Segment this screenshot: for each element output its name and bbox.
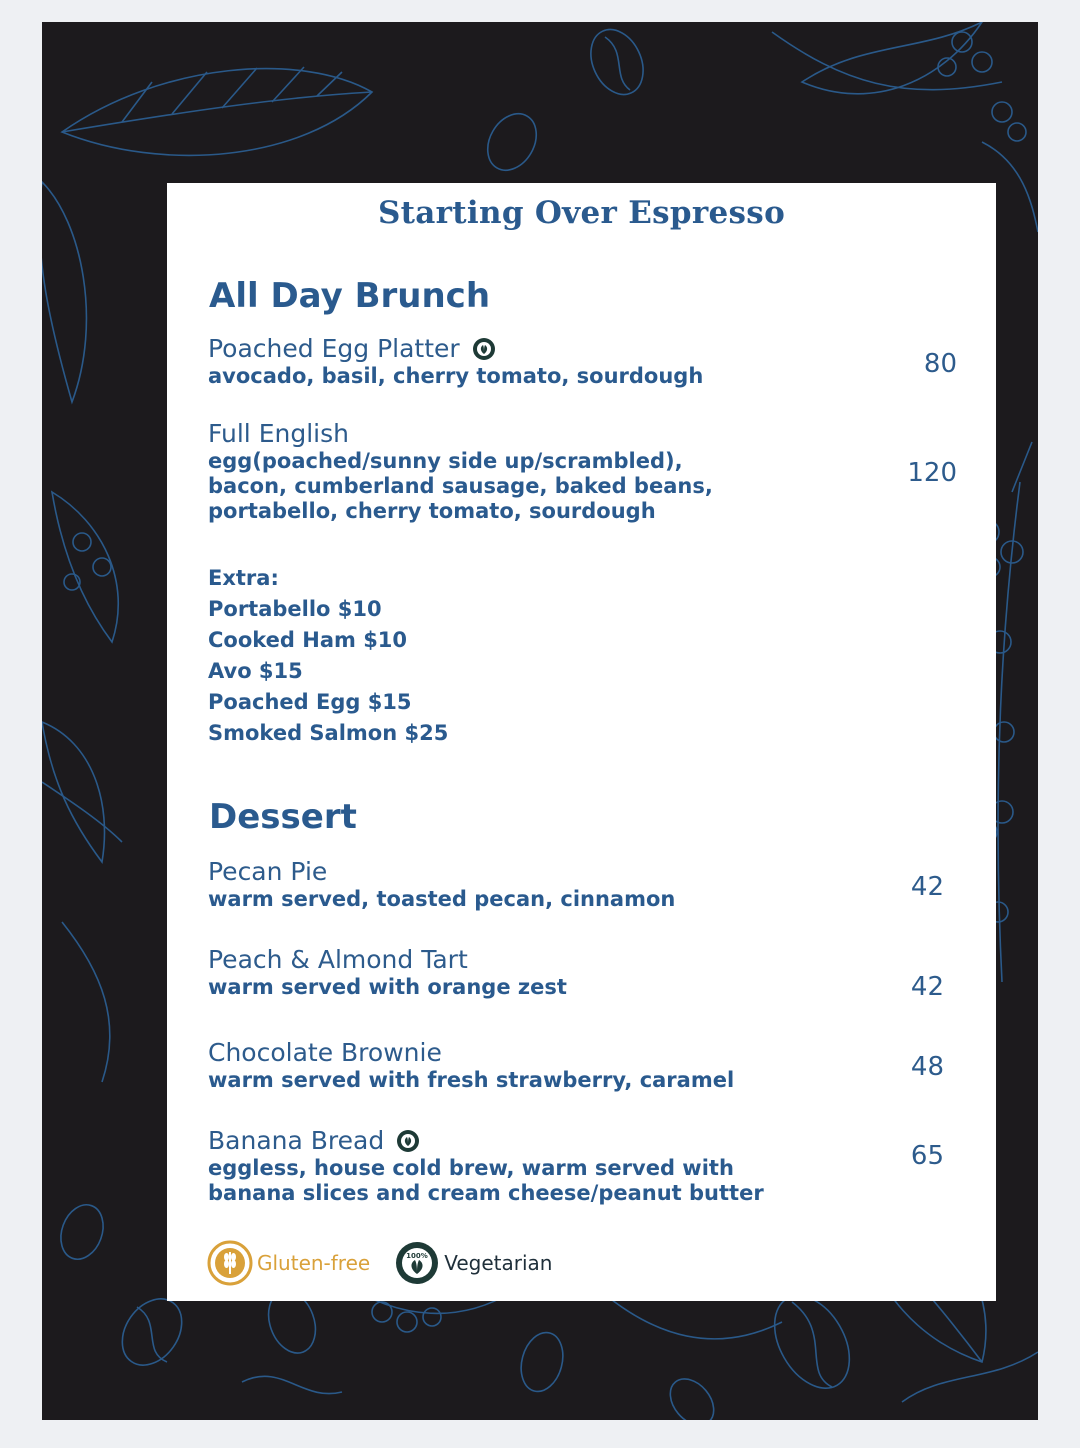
vegetarian-icon (396, 1129, 420, 1153)
menu-item (208, 419, 713, 524)
menu-item (208, 1126, 764, 1206)
item-name: Peach & Almond Tart (208, 945, 468, 974)
menu-card (167, 183, 996, 1301)
extra-item: Avo $15 (208, 659, 303, 683)
item-description: banana slices and cream cheese/peanut butter (208, 1181, 764, 1205)
item-price: 42 (910, 972, 944, 1002)
item-description: bacon, cumberland sausage, baked beans, (208, 474, 713, 498)
extra-item: Smoked Salmon $25 (208, 721, 449, 745)
vegetarian-icon (472, 337, 496, 361)
item-price: 48 (910, 1052, 944, 1082)
item-description: avocado, basil, cherry tomato, sourdough (208, 364, 704, 388)
extras-title: Extra: (208, 566, 279, 590)
item-name: Pecan Pie (208, 857, 328, 886)
vegetarian-badge-icon (394, 1240, 440, 1286)
item-description: warm served with fresh strawberry, caramel (208, 1068, 735, 1092)
item-price: 65 (910, 1141, 944, 1171)
extra-item: Poached Egg $15 (208, 690, 412, 714)
item-name: Banana Bread (208, 1126, 385, 1155)
menu-item (208, 857, 675, 912)
item-description: warm served with orange zest (208, 975, 567, 999)
item-name: Chocolate Brownie (208, 1038, 442, 1067)
menu-item (208, 334, 703, 389)
dietary-legend (207, 1240, 576, 1286)
item-price: 120 (907, 458, 957, 488)
item-price: 80 (923, 349, 957, 379)
extra-item: Portabello $10 (208, 597, 382, 621)
legend-label: Vegetarian (444, 1251, 553, 1275)
item-price: 42 (910, 872, 944, 902)
menu-item (208, 945, 567, 1000)
item-name: Poached Egg Platter (208, 334, 460, 363)
menu-poster (42, 22, 1038, 1420)
veg-badge-text: 100% (406, 1252, 429, 1260)
item-description: eggless, house cold brew, warm served with (208, 1156, 734, 1180)
gluten-free-icon (207, 1240, 253, 1286)
legend-vegetarian (394, 1240, 552, 1286)
menu-title: Starting Over Espresso (377, 195, 786, 231)
menu-item (208, 1038, 734, 1093)
extra-item: Cooked Ham $10 (208, 628, 408, 652)
extras-list (208, 563, 448, 749)
legend-gluten-free (207, 1240, 370, 1286)
item-description: warm served, toasted pecan, cinnamon (208, 887, 676, 911)
section-heading-dessert: Dessert (209, 797, 357, 837)
section-heading-brunch: All Day Brunch (209, 276, 491, 316)
item-description: portabello, cherry tomato, sourdough (208, 499, 656, 523)
item-name: Full English (208, 419, 349, 448)
item-description: egg(poached/sunny side up/scrambled), (208, 449, 683, 473)
legend-label: Gluten-free (257, 1251, 371, 1275)
